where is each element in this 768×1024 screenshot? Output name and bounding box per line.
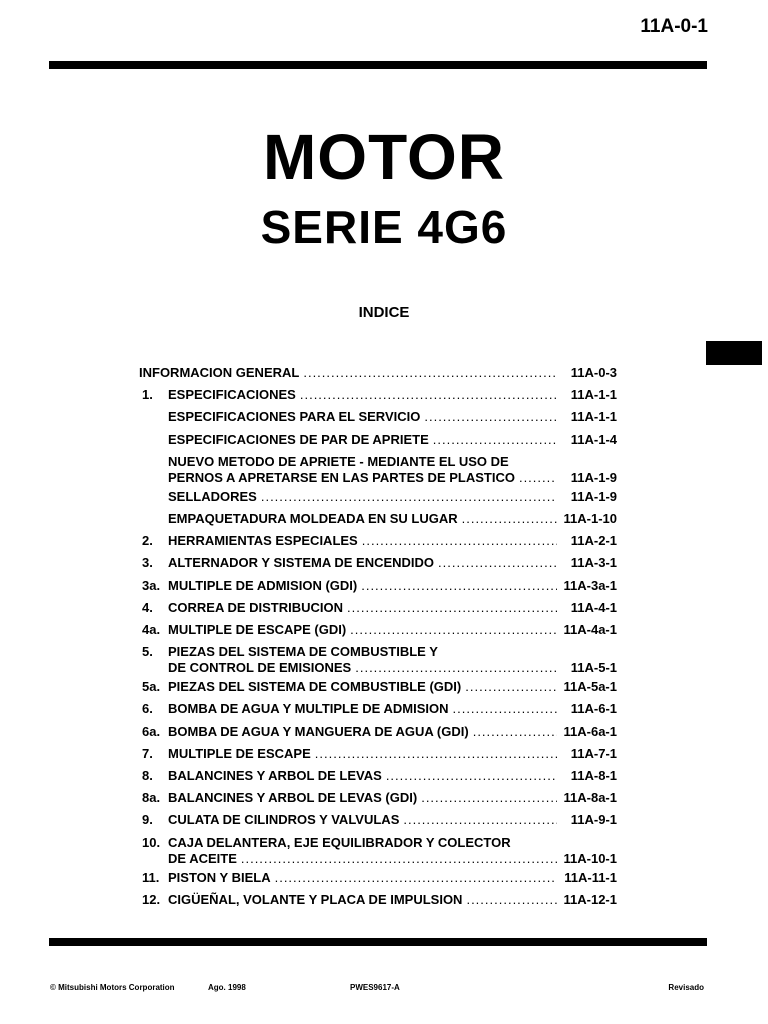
- toc-entry-title: MULTIPLE DE ADMISION (GDI): [168, 577, 358, 593]
- toc-entry-number: 11.: [142, 869, 160, 885]
- toc-leader-dots: [275, 870, 557, 886]
- toc-page-ref: 11A-3a-1: [563, 577, 617, 593]
- toc-page-ref: 11A-10-1: [563, 850, 617, 866]
- toc-page-ref: 11A-5-1: [570, 660, 617, 676]
- toc-page-ref: 11A-2-1: [570, 533, 617, 549]
- top-rule: [49, 61, 707, 69]
- bottom-rule: [49, 938, 707, 946]
- toc-entry-title: PERNOS A APRETARSE EN LAS PARTES DE PLASTICO: [168, 469, 515, 485]
- toc-leader-dots: [433, 432, 557, 448]
- toc-page-ref: 11A-1-9: [570, 488, 617, 504]
- section-tab: [706, 341, 762, 365]
- toc-leader-dots: [438, 555, 557, 571]
- toc-entry-number: 10.: [142, 834, 161, 850]
- toc-entry-title: PIEZAS DEL SISTEMA DE COMBUSTIBLE (GDI): [168, 679, 462, 695]
- toc-entry-title: HERRAMIENTAS ESPECIALES: [168, 533, 358, 549]
- toc-entry-number: 3.: [142, 555, 153, 571]
- toc-page-ref: 11A-7-1: [570, 745, 617, 761]
- toc-entry-title: SELLADORES: [168, 488, 257, 504]
- toc-entry-number: 1.: [142, 387, 153, 403]
- toc-leader-dots: [261, 489, 557, 505]
- toc-entry-number: 4a.: [142, 622, 161, 637]
- toc-leader-dots: [424, 409, 557, 425]
- toc-leader-dots: [465, 679, 557, 695]
- toc-entry-number: 6a.: [142, 723, 161, 739]
- toc-leader-dots: [519, 470, 557, 486]
- toc-entry-title: CORREA DE DISTRIBUCION: [168, 599, 344, 615]
- toc-entry-title: PISTON Y BIELA: [168, 869, 271, 885]
- toc-leader-dots: [466, 892, 557, 908]
- toc-page-ref: 11A-6-1: [570, 701, 617, 717]
- toc-entry-title: MULTIPLE DE ESCAPE (GDI): [168, 622, 347, 637]
- toc-page-ref: 11A-11-1: [564, 869, 617, 885]
- footer-doc-code: PWES9617-A: [350, 983, 400, 992]
- toc-leader-dots: [300, 387, 557, 403]
- toc-leader-dots: [350, 622, 557, 638]
- page-code: 11A-0-1: [640, 16, 708, 37]
- toc-entry-title: CULATA DE CILINDROS Y VALVULAS: [168, 812, 400, 828]
- toc-leader-dots: [241, 851, 557, 867]
- footer-date: Ago. 1998: [208, 983, 246, 992]
- toc-page-ref: 11A-1-1: [570, 387, 617, 403]
- index-heading: INDICE: [358, 304, 410, 321]
- toc-entry-title: EMPAQUETADURA MOLDEADA EN SU LUGAR: [168, 511, 458, 526]
- toc-leader-dots: [403, 812, 557, 828]
- toc-page-ref: 11A-4a-1: [563, 622, 617, 637]
- toc-entry-title: ESPECIFICACIONES: [168, 387, 296, 403]
- toc-page-ref: 11A-8a-1: [563, 790, 617, 806]
- toc-entry-title: ESPECIFICACIONES DE PAR DE APRIETE: [168, 431, 429, 447]
- toc-entry-title: INFORMACION GENERAL: [139, 365, 300, 380]
- title-motor: MOTOR: [262, 121, 506, 193]
- toc-page-ref: 11A-3-1: [570, 555, 617, 571]
- toc-entry-number: 8.: [142, 768, 153, 783]
- toc-leader-dots: [452, 701, 557, 717]
- toc-entry-number: 9.: [142, 812, 153, 828]
- toc-page-ref: 11A-1-9: [570, 469, 617, 485]
- toc-leader-dots: [362, 533, 557, 549]
- toc-entry-title: BOMBA DE AGUA Y MULTIPLE DE ADMISION: [168, 701, 449, 717]
- toc-entry-number: 3a.: [142, 577, 161, 593]
- toc-entry-title: BALANCINES Y ARBOL DE LEVAS: [168, 768, 382, 783]
- footer-copyright: © Mitsubishi Motors Corporation: [50, 983, 175, 992]
- toc-leader-dots: [361, 578, 557, 594]
- title-series: SERIE 4G6: [260, 201, 508, 253]
- toc-entry-title: ESPECIFICACIONES PARA EL SERVICIO: [168, 409, 421, 425]
- toc-leader-dots: [347, 600, 557, 616]
- toc-entry-title: MULTIPLE DE ESCAPE: [168, 745, 311, 761]
- toc-page-ref: 11A-0-3: [570, 365, 617, 380]
- toc-page-ref: 11A-1-1: [570, 409, 617, 425]
- toc-entry-title: CAJA DELANTERA, EJE EQUILIBRADOR Y COLECTOR: [168, 834, 511, 850]
- toc-leader-dots: [421, 790, 557, 806]
- toc-leader-dots: [315, 746, 557, 762]
- toc-entry-number: 5.: [142, 644, 153, 660]
- toc-entry-number: 6.: [142, 701, 153, 717]
- toc-page-ref: 11A-8-1: [570, 768, 617, 783]
- toc-page-ref: 11A-9-1: [570, 812, 617, 828]
- toc-entry-number: 7.: [142, 745, 153, 761]
- toc-leader-dots: [473, 724, 557, 740]
- toc-entry-number: 4.: [142, 599, 153, 615]
- footer-status: Revisado: [668, 983, 704, 992]
- toc-entry-number: 2.: [142, 533, 153, 549]
- toc-leader-dots: [462, 511, 557, 527]
- toc-entry-number: 8a.: [142, 790, 161, 806]
- toc-entry-number: 5a.: [142, 679, 161, 695]
- toc-page-ref: 11A-5a-1: [563, 679, 617, 695]
- toc-page-ref: 11A-4-1: [570, 599, 617, 615]
- toc-entry-title: ALTERNADOR Y SISTEMA DE ENCENDIDO: [168, 555, 435, 571]
- toc-leader-dots: [386, 768, 557, 784]
- toc-entry-number: 12.: [142, 891, 161, 907]
- toc-page-ref: 11A-1-10: [563, 511, 617, 526]
- toc-entry-title: DE CONTROL DE EMISIONES: [168, 660, 352, 676]
- toc-leader-dots: [303, 365, 557, 381]
- toc-entry-title: CIGÜEÑAL, VOLANTE Y PLACA DE IMPULSION: [168, 891, 463, 907]
- toc-entry-title: DE ACEITE: [168, 850, 237, 866]
- toc-page-ref: 11A-1-4: [570, 431, 617, 447]
- toc-entry-title: PIEZAS DEL SISTEMA DE COMBUSTIBLE Y: [168, 644, 438, 660]
- toc-page-ref: 11A-6a-1: [563, 723, 617, 739]
- toc-entry-title: BALANCINES Y ARBOL DE LEVAS (GDI): [168, 790, 418, 806]
- toc-entry-title: BOMBA DE AGUA Y MANGUERA DE AGUA (GDI): [168, 723, 469, 739]
- toc-page-ref: 11A-12-1: [563, 891, 617, 907]
- toc-entry-title: NUEVO METODO DE APRIETE - MEDIANTE EL USO DE: [168, 453, 509, 469]
- toc-leader-dots: [355, 660, 557, 676]
